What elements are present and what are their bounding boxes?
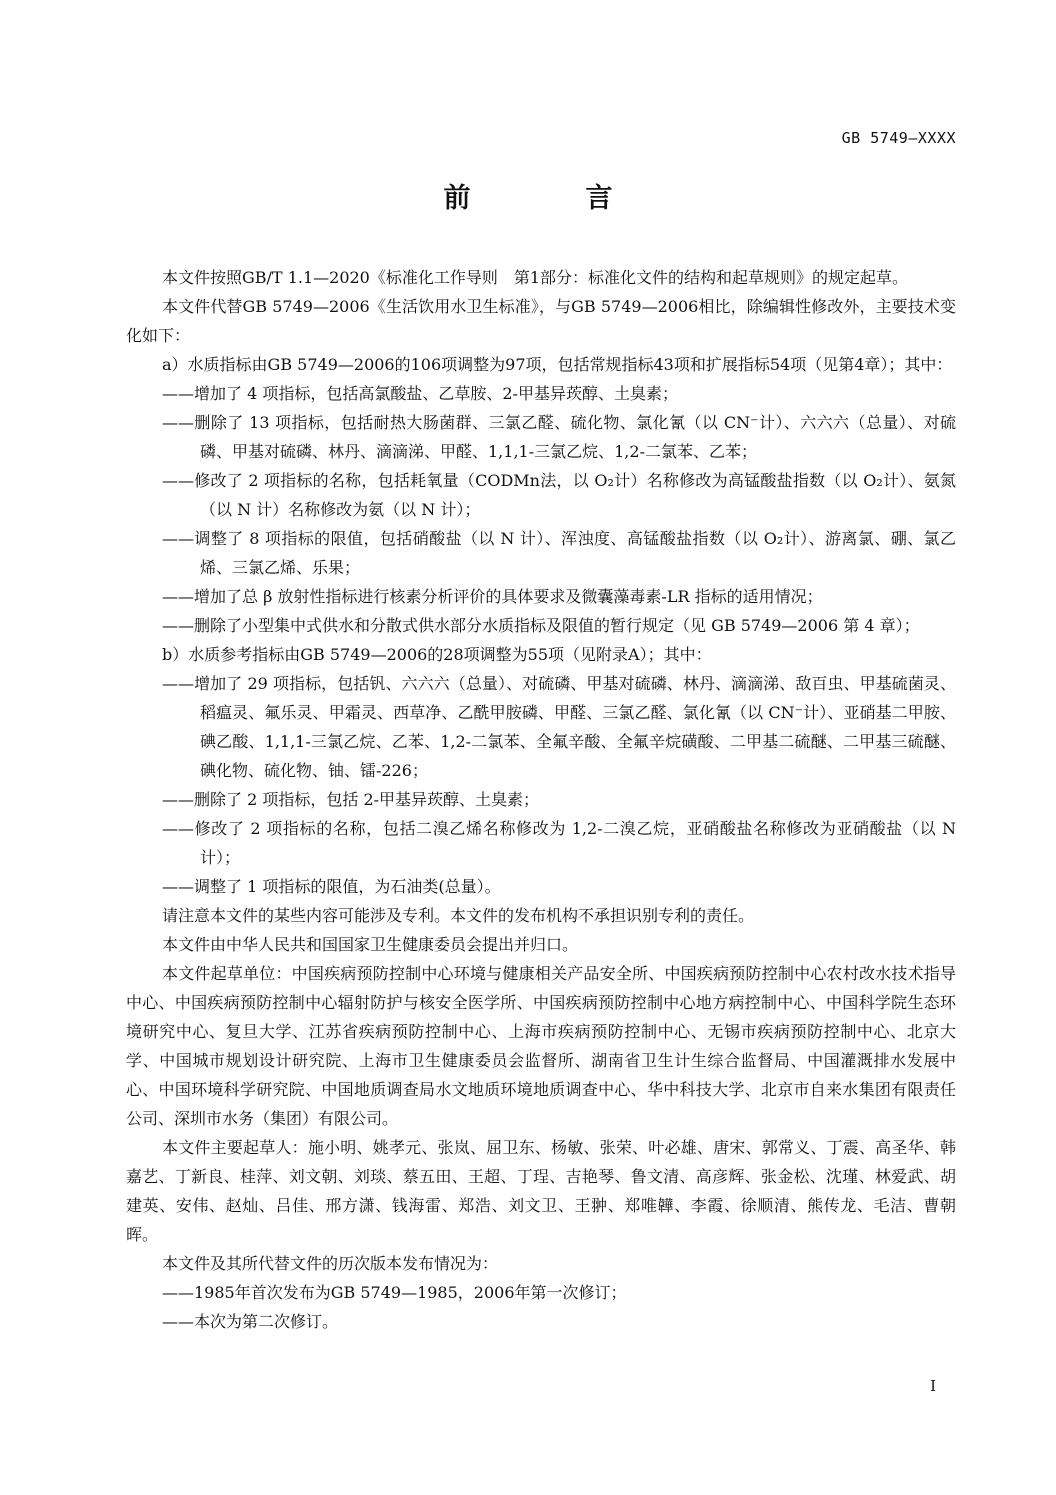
foreword-body [126,263,956,1336]
version-history-item: ——1985年首次发布为GB 5749—1985，2006年第一次修订； [162,1283,627,1302]
list-item: ——删除了小型集中式供水和分散式供水部分水质指标及限值的暂行规定（见 GB 5749—2006 第 4 章）； [162,616,920,635]
list-item: ——增加了 4 项指标，包括高氯酸盐、乙草胺、2-甲基异莰醇、土臭素； [162,384,678,403]
list-item: ——调整了 1 项指标的限值，为石油类(总量）。 [162,877,501,896]
list-item: ——删除了 2 项指标，包括 2-甲基异莰醇、土臭素； [162,790,540,809]
page-number: I [930,1377,936,1395]
list-item: ——删除了 13 项指标，包括耐热大肠菌群、三氯乙醛、硫化物、氯化氰（以 CN⁻计）、六六六（总量）、对硫磷、甲基对硫磷、林丹、滴滴涕、甲醛、1,1,1-三氯乙烷、1,2-二氯苯、乙苯； [162,413,956,461]
paragraph: b）水质参考指标由GB 5749—2006的28项调整为55项（见附录A）；其中： [162,645,712,664]
drafting-units: 本文件起草单位：中国疾病预防控制中心环境与健康相关产品安全所、中国疾病预防控制中心农村改水技术指导中心、中国疾病预防控制中心辐射防护与核安全医学所、中国疾病预防控制中心地方病控制中心、中国科学院生态环境研究中心、复旦大学、江苏省疾病预防控制中心、上海市疾病预防控制中心、无锡市疾病预防控制中心、北京大学、中国城市规划设计研究院、上海市卫生健康委员会监督所、湖南省卫生计生综合监督局、中国灌溉排水发展中心、中国环境科学研究院、中国地质调查局水文地质环境地质调查中心、华中科技大学、北京市自来水集团有限责任公司、深圳市水务（集团）有限公司。 [126,964,956,1128]
version-history-item: ——本次为第二次修订。 [162,1312,339,1331]
patent-notice: 请注意本文件的某些内容可能涉及专利。本文件的发布机构不承担识别专利的责任。 [162,906,755,925]
paragraph: 本文件由中华人民共和国国家卫生健康委员会提出并归口。 [162,935,579,954]
drafters: 本文件主要起草人：施小明、姚孝元、张岚、屈卫东、杨敏、张荣、叶必雄、唐宋、郭常义、丁震、高圣华、韩嘉艺、丁新良、桂萍、刘文朝、刘琰、蔡五田、王超、丁珵、吉艳琴、鲁文清、高彦辉、张金松、沈瑾、林爱武、胡建英、安伟、赵灿、吕佳、邢方潇、钱海雷、郑浩、刘文卫、王翀、郑唯韡、李霞、徐顺清、熊传龙、毛洁、曹朝晖。 [126,1138,956,1244]
paragraph: 本文件代替GB 5749—2006《生活饮用水卫生标准》，与GB 5749—2006相比，除编辑性修改外，主要技术变化如下： [126,297,956,345]
page-title: 前 言 [443,183,657,214]
paragraph: a）水质指标由GB 5749—2006的106项调整为97项，包括常规指标43项和扩展指标54项（见第4章）；其中： [162,355,953,374]
list-item: ——增加了 29 项指标，包括钒、六六六（总量）、对硫磷、甲基对硫磷、林丹、滴滴涕、敌百虫、甲基硫菌灵、稻瘟灵、氟乐灵、甲霜灵、西草净、乙酰甲胺磷、甲醛、三氯乙醛、氯化氰（以 CN⁻计）、亚硝基二甲胺、碘乙酸、1,1,1-三氯乙烷、乙苯、1,2-二氯苯、全氟辛酸、全氟辛烷磺酸、二甲基二硫醚、二甲基三硫醚、碘化物、硫化物、铀、镭-226； [162,674,956,780]
list-item: ——修改了 2 项指标的名称，包括二溴乙烯名称修改为 1,2-二溴乙烷，亚硝酸盐名称修改为亚硝酸盐（以 N 计）； [162,819,956,867]
document-code: GB 5749—XXXX [841,129,956,147]
paragraph: 本文件及其所代替文件的历次版本发布情况为： [162,1254,499,1273]
list-item: ——调整了 8 项指标的限值，包括硝酸盐（以 N 计）、浑浊度、高锰酸盐指数（以 O₂计）、游离氯、硼、氯乙烯、三氯乙烯、乐果； [162,529,956,577]
list-item: ——增加了总 β 放射性指标进行核素分析评价的具体要求及微囊藻毒素-LR 指标的适用情况； [162,587,823,606]
list-item: ——修改了 2 项指标的名称，包括耗氧量（CODMn法，以 O₂计）名称修改为高锰酸盐指数（以 O₂计）、氨氮（以 N 计）名称修改为氨（以 N 计）； [162,471,956,519]
paragraph: 本文件按照GB/T 1.1—2020《标准化工作导则 第1部分：标准化文件的结构和起草规则》的规定起草。 [162,268,909,287]
